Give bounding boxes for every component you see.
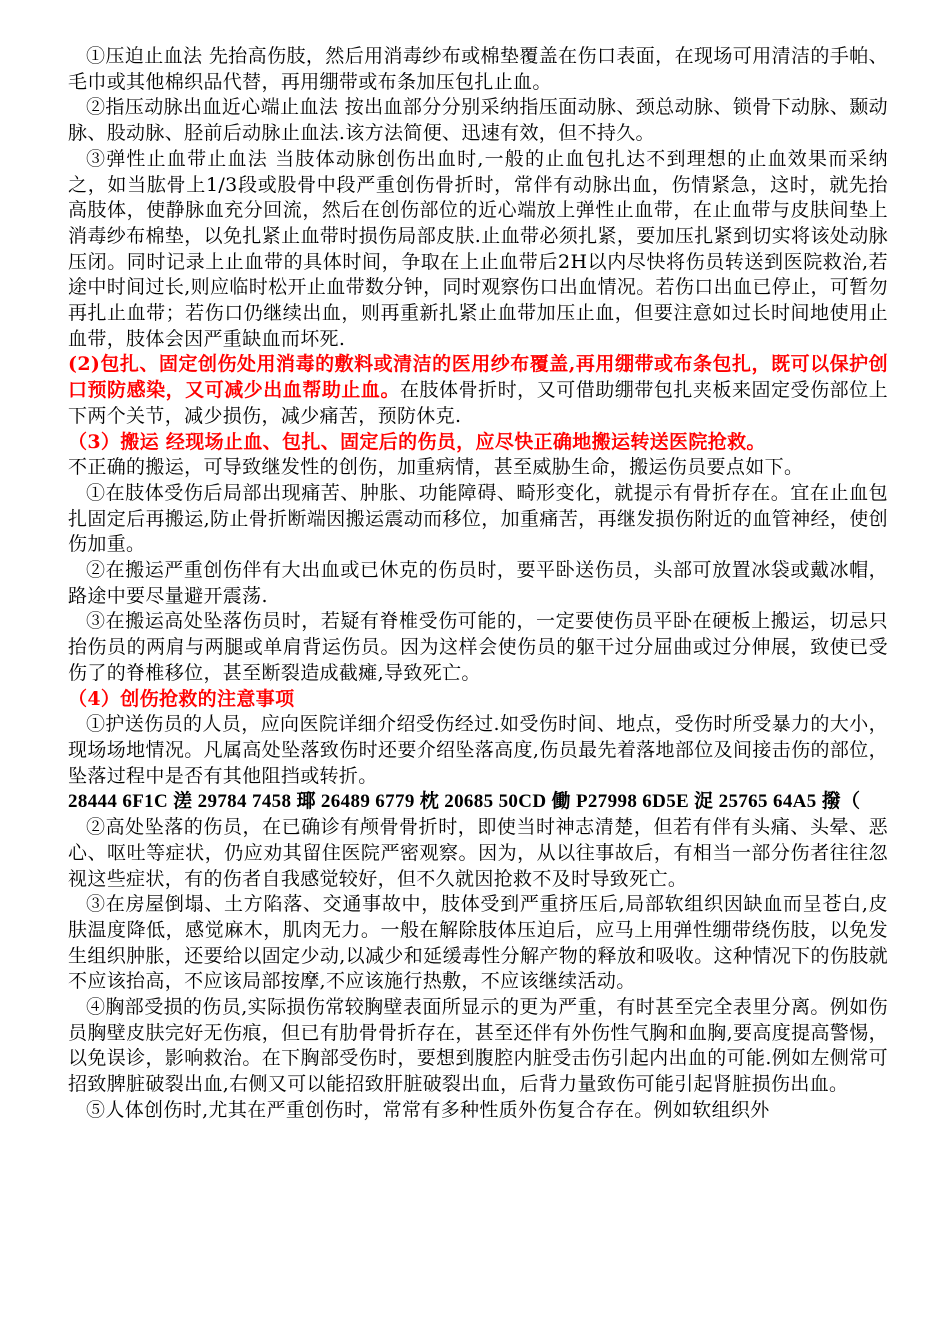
paragraph-crush-injury: ③在房屋倒塌、土方陷落、交通事故中，肢体受到严重挤压后,局部软组织因缺血而呈苍白,皮肤温度降低，感觉麻木，肌肉无力。一般在解除肢体压迫后，应马上用弹性绷带绕伤肢，以免发生组织肿胀，还要给以固定少动,以减少和延缓毒性分解产物的释放和吸收。这种情况下的伤肢就不应该抬高，不应该局部按摩,不应该施行热敷，不应该继续活动。	[68, 893, 888, 993]
paragraph-tourniquet: ③弹性止血带止血法 当肢体动脉创伤出血时,一般的止血包扎达不到理想的止血效果而采纳之，如当肱骨上1/3段或股骨中段严重创伤骨折时，常伴有动脉出血，伤情紧急，这时，就先抬高肢体，使静脉血充分回流，然后在创伤部位的近心端放上弹性止血带，在止血带与皮肤间垫上消毒纱布棉垫，以免扎紧止血带时损伤局部皮肤.止血带必须扎紧，要加压扎紧到切实将该处动脉压闭。同时记录上止血带的具体时间，争取在上止血带后2H以内尽快将伤员转送到医院救治,若途中时间过长,则应临时松开止血带数分钟，同时观察伤口出血情况。若伤口出血已停止，可暂勿再扎止血带；若伤口仍继续出血，则再重新扎紧止血带加压止血，但要注意如过长时间地使用止血带，肢体会因严重缺血而坏死.	[68, 147, 888, 350]
paragraph-transport-intro: 不正确的搬运，可导致继发性的创伤，加重病情，甚至威胁生命，搬运伤员要点如下。	[68, 456, 804, 479]
paragraph-bandage-fixation	[68, 352, 888, 429]
paragraph-artery-pressure: ②指压动脉出血近心端止血法 按出血部分分别采纳指压面动脉、颈总动脉、锁骨下动脉、颞动脉、股动脉、胫前后动脉止血法.该方法简便、迅速有效，但不持久。	[68, 96, 888, 145]
paragraph-chest-injury: ④胸部受损的伤员,实际损伤常较胸壁表面所显示的更为严重，有时甚至完全表里分离。例如伤员胸壁皮肤完好无伤痕，但已有肋骨骨折存在，甚至还伴有外伤性气胸和血胸,要高度提高警惕，以免误诊，影响救治。在下胸部受伤时，要想到腹腔内脏受击伤引起内出血的可能.例如左侧常可招致脾脏破裂出血,右侧又可以能招致肝脏破裂出血，后背力量致伤可能引起肾脏损伤出血。	[68, 996, 888, 1096]
paragraph-transport-spine: ③在搬运高处坠落伤员时，若疑有脊椎受伤可能的，一定要使伤员平卧在硬板上搬运，切忌只抬伤员的两肩与两腿或单肩背运伤员。因为这样会使伤员的躯干过分屈曲或过分伸展，致使已受伤了的脊椎移位，甚至断裂造成截瘫,导致死亡。	[68, 610, 888, 684]
garbled-code-line: 28444 6F1C 溠 29784 7458 瑘 26489 6779 枕 20685 50CD 働 P27998 6D5E 浞 25765 64A5 撥（	[68, 791, 861, 813]
paragraph-escort-info: ①护送伤员的人员，应向医院详细介绍受伤经过.如受伤时间、地点，受伤时所受暴力的大小，现场场地情况。凡属高处坠落致伤时还要介绍坠落高度,伤员最先着落地部位及间接击伤的部位，坠落过程中是否有其他阻挡或转折。	[68, 713, 888, 787]
paragraph-transport-bleeding: ②在搬运严重创伤伴有大出血或已休克的伤员时，要平卧送伤员，头部可放置冰袋或戴冰帽，路途中要尽量避开震荡.	[68, 559, 888, 607]
paragraph-pressure-hemostasis: ①压迫止血法 先抬高伤肢，然后用消毒纱布或棉垫覆盖在伤口表面，在现场可用清洁的手帕、毛巾或其他棉织品代替，再用绷带或布条加压包扎止血。	[68, 45, 888, 93]
paragraph-multiple-trauma: ⑤人体创伤时,尤其在严重创伤时，常常有多种性质外伤复合存在。例如软组织外	[86, 1098, 770, 1121]
heading-precautions: （4）创伤抢救的注意事项	[68, 687, 295, 710]
paragraph-transport-fracture: ①在肢体受伤后局部出现痛苦、肿胀、功能障碍、畸形变化，就提示有骨折存在。宜在止血包扎固定后再搬运,防止骨折断端因搬运震动而移位，加重痛苦，再继发损伤附近的血管神经，使创伤加重。	[68, 481, 888, 556]
heading-bandage-fixation: (2)包扎、固定创伤处用消毒的敷料或清洁的医用纱布覆盖,再用绷带或布条包扎，既可以保护创口预防感染，又可减少出血帮助止血。	[68, 353, 888, 402]
text-bandage-fixation: 在肢体骨折时，又可借助绷带包扎夹板来固定受伤部位上下两个关节，减少损伤，减少痛苦，预防休克.	[68, 379, 888, 427]
paragraph-skull-fracture: ②高处坠落的伤员，在已确诊有颅骨骨折时，即使当时神志清楚，但若有伴有头痛、头晕、恶心、呕吐等症状，仍应劝其留住医院严密观察。因为，从以往事故后，有相当一部分伤者往往忽视这些症状，有的伤者自我感觉较好，但不久就因抢救不及时导致死亡。	[68, 816, 888, 890]
heading-transport: （3）搬运 经现场止血、包扎、固定后的伤员，应尽快正确地搬运转送医院抢救。	[68, 430, 766, 453]
